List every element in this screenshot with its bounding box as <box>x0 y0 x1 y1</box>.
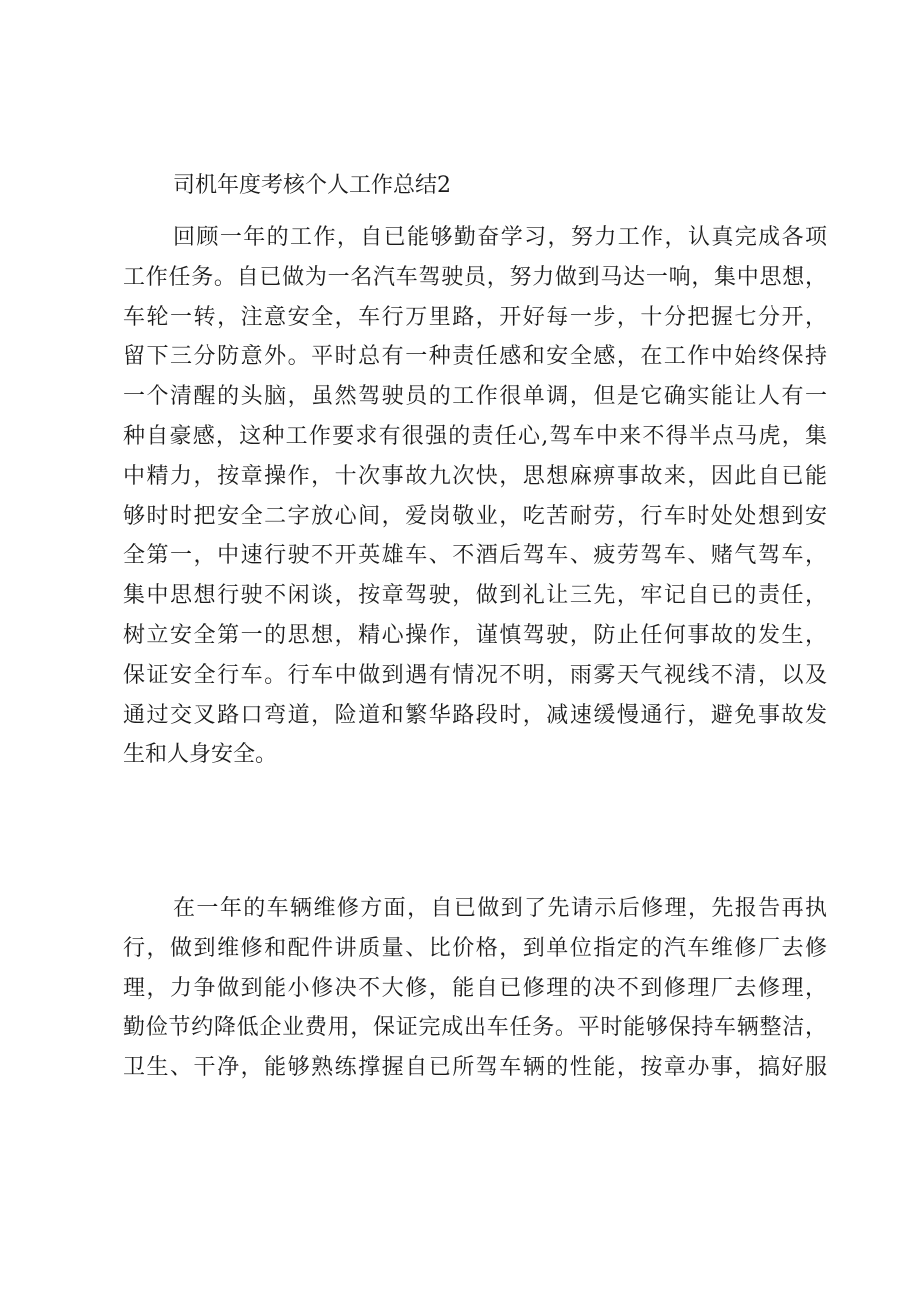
text-line: 通过交叉路口弯道，险道和繁华路段时，减速缓慢通行，避免事故发 <box>123 702 827 728</box>
text-line: 一个清醒的头脑，虽然驾驶员的工作很单调，但是它确实能让人有一 <box>123 384 827 410</box>
text-line: 集中思想行驶不闲谈，按章驾驶，做到礼让三先，牢记自已的责任， <box>123 583 827 609</box>
text-line: 工作任务。自已做为一名汽车驾驶员，努力做到马达一响，集中思想， <box>123 264 827 290</box>
text-line: 车轮一转，注意安全，车行万里路，开好每一步，十分把握七分开， <box>123 304 827 330</box>
text-line: 树立安全第一的思想，精心操作，谨慎驾驶，防止任何事故的发生， <box>123 622 827 648</box>
text-line: 中精力，按章操作，十次事故九次快，思想麻痹事故来，因此自已能 <box>123 463 827 489</box>
document-title: 司机年度考核个人工作总结2 <box>173 173 451 198</box>
text-line: 生和人身安全。 <box>123 742 278 768</box>
text-line: 全第一，中速行驶不开英雄车、不酒后驾车、疲劳驾车、赌气驾车， <box>123 543 827 569</box>
text-line: 行，做到维修和配件讲质量、比价格，到单位指定的汽车维修厂去修 <box>123 935 827 961</box>
text-line: 回顾一年的工作，自已能够勤奋学习，努力工作，认真完成各项 <box>173 225 827 250</box>
text-line: 勤俭节约降低企业费用，保证完成出车任务。平时能够保持车辆整洁， <box>123 1015 827 1041</box>
text-line: 够时时把安全二字放心间，爱岗敬业，吃苦耐劳，行车时处处想到安 <box>123 503 827 529</box>
paragraph-vehicle-maintenance <box>123 889 827 1088</box>
paragraph-driving-safety <box>123 218 827 775</box>
text-line: 在一年的车辆维修方面，自已做到了先请示后修理，先报告再执 <box>173 896 827 921</box>
text-line: 种自豪感，这种工作要求有很强的责任心,驾车中来不得半点马虎，集 <box>123 423 827 449</box>
text-line: 保证安全行车。行车中做到遇有情况不明，雨雾天气视线不清，以及 <box>123 662 827 688</box>
text-line: 留下三分防意外。平时总有一种责任感和安全感，在工作中始终保持 <box>123 344 827 370</box>
text-line: 理，力争做到能小修决不大修，能自已修理的决不到修理厂去修理， <box>123 975 827 1001</box>
text-line: 卫生、干净，能够熟练撑握自已所驾车辆的性能，按章办事，搞好服 <box>123 1055 827 1081</box>
